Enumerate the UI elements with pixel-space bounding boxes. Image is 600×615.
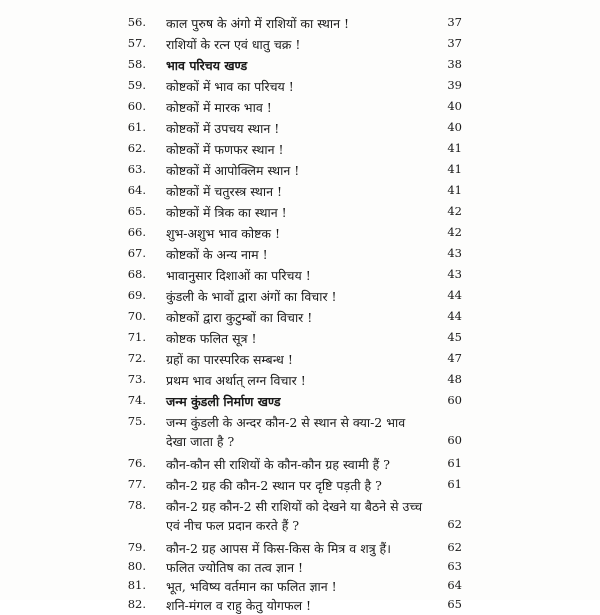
section-heading: जन्म कुंडली निर्माण खण्ड [166,394,281,409]
entry-number: 79. [127,540,146,554]
entry-title: शनि-मंगल व राहु केतु योगफल ! [166,598,312,613]
entry-number: 63. [127,162,146,176]
entry-number: 77. [127,477,146,491]
entry-page: 63 [447,559,462,573]
entry-title: कोष्टकों में फणफर स्थान ! [166,142,284,157]
entry-page: 62 [447,517,462,531]
entry-page: 38 [447,57,462,71]
entry-number: 81. [127,578,146,592]
entry-page: 39 [447,78,462,92]
entry-title: कौन-कौन सी राशियों के कौन-कौन ग्रह स्वामी हैं ? [166,457,390,472]
entry-number: 74. [127,393,146,407]
entry-title: फलित ज्योतिष का तत्व ज्ञान ! [166,560,304,575]
entry-title: प्रथम भाव अर्थात् लग्न विचार ! [166,373,306,388]
entry-number: 59. [127,78,146,92]
entry-page: 44 [447,288,462,302]
entry-number: 80. [127,559,146,573]
entry-page: 41 [447,141,462,155]
entry-number: 61. [127,120,146,134]
entry-number: 57. [127,36,146,50]
entry-number: 69. [127,288,146,302]
entry-page: 40 [447,99,462,113]
entry-page: 40 [447,120,462,134]
entry-title: कोष्टकों में उपचय स्थान ! [166,121,280,136]
entry-number: 67. [127,246,146,260]
entry-title: कोष्टकों द्वारा कुटुम्बों का विचार ! [166,310,313,325]
entry-title: जन्म कुंडली के अन्दर कौन-2 से स्थान से क्या-2 भाव देखा जाता है ? [166,415,406,449]
entry-page: 42 [447,204,462,218]
entry-title: भावानुसार दिशाओं का परिचय ! [166,268,311,283]
entry-number: 70. [127,309,146,323]
entry-title: कौन-2 ग्रह कौन-2 सी राशियों को देखने या बैठने से उच्च एवं नीच फल प्रदान करते हैं ? [166,499,423,533]
entry-title: कोष्टकों में आपोक्लिम स्थान ! [166,163,300,178]
entry-number: 71. [127,330,146,344]
entry-number: 65. [127,204,146,218]
entry-page: 62 [447,540,462,554]
entry-page: 61 [447,456,462,470]
entry-page: 41 [447,183,462,197]
entry-title: कौन-2 ग्रह आपस में किस-किस के मित्र व शत्रु हैं। [166,541,391,556]
entry-title: शुभ-अशुभ भाव कोष्टक ! [166,226,281,241]
entry-page: 48 [447,372,462,386]
entry-page: 60 [447,433,462,447]
entry-title: कुंडली के भावों द्वारा अंगों का विचार ! [166,289,337,304]
entry-number: 60. [127,99,146,113]
entry-title: भूत, भविष्य वर्तमान का फलित ज्ञान ! [166,579,337,594]
entry-page: 41 [447,162,462,176]
entry-page: 44 [447,309,462,323]
entry-page: 65 [447,597,462,611]
entry-number: 82. [127,597,146,611]
entry-title: कोष्टकों में मारक भाव ! [166,100,272,115]
entry-page: 61 [447,477,462,491]
entry-page: 43 [447,246,462,260]
entry-title: राशियों के रत्न एवं धातु चक्र ! [166,37,301,52]
entry-number: 76. [127,456,146,470]
entry-number: 64. [127,183,146,197]
entry-title: कौन-2 ग्रह की कौन-2 स्थान पर दृष्टि पड़ती है ? [166,478,382,493]
entry-page: 45 [447,330,462,344]
entry-number: 68. [127,267,146,281]
entry-number: 75. [127,414,146,428]
section-heading: भाव परिचय खण्ड [166,58,248,73]
entry-title: कोष्टकों में त्रिक का स्थान ! [166,205,287,220]
entry-number: 66. [127,225,146,239]
entry-number: 72. [127,351,146,365]
entry-page: 42 [447,225,462,239]
entry-title: काल पुरुष के अंगो में राशियों का स्थान ! [166,16,350,31]
entry-title: कोष्टकों में भाव का परिचय ! [166,79,294,94]
entry-number: 78. [127,498,146,512]
entry-page: 47 [447,351,462,365]
entry-title: कोष्टकों के अन्य नाम ! [166,247,268,262]
entry-number: 56. [127,15,146,29]
entry-page: 37 [447,15,462,29]
entry-page: 43 [447,267,462,281]
entry-number: 73. [127,372,146,386]
entry-page: 64 [447,578,462,592]
entry-page: 60 [447,393,462,407]
entry-title: कोष्टकों में चतुरस्त्र स्थान ! [166,184,283,199]
entry-title: ग्रहों का पारस्परिक सम्बन्ध ! [166,352,293,367]
entry-title: कोष्टक फलित सूत्र ! [166,331,257,346]
entry-number: 62. [127,141,146,155]
entry-number: 58. [127,57,146,71]
entry-page: 37 [447,36,462,50]
